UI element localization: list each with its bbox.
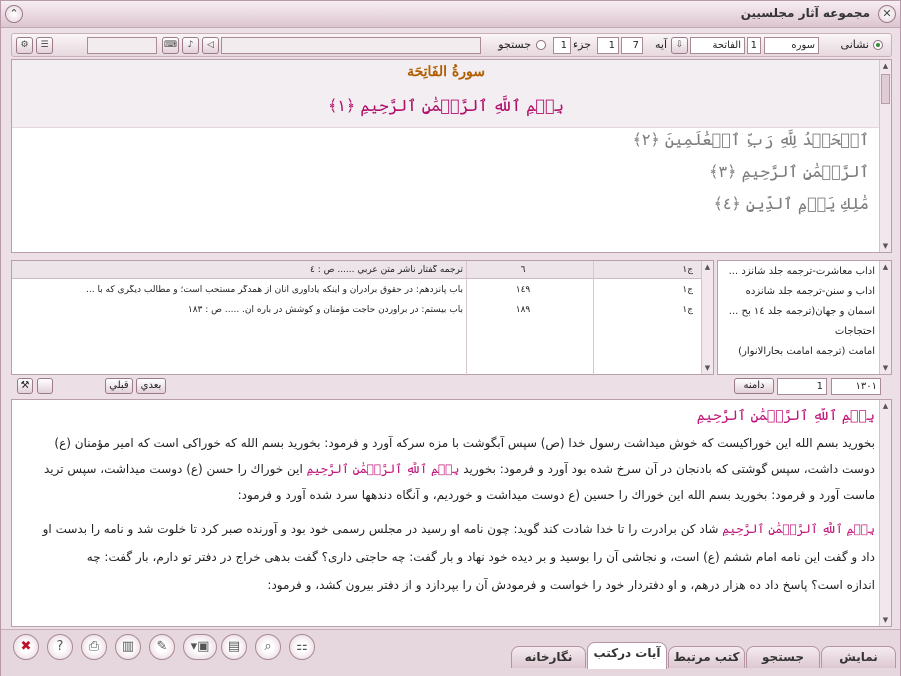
- hadith-text: اين خوراك را حسن (ع) دوست ميداشت، سپس ترید: [44, 462, 303, 476]
- range-end-field[interactable]: ١٣٠١: [831, 378, 881, 395]
- ayah-label: آيه: [654, 38, 667, 51]
- hadith-text-pane: [11, 399, 892, 627]
- ayah-total: 7: [621, 37, 643, 54]
- book-item[interactable]: آسمان و جهان(ترجمه جلد ١٤ بح ...: [728, 306, 875, 317]
- book-item[interactable]: احتجاجات: [834, 326, 875, 337]
- audio-icon[interactable]: ♪: [182, 37, 199, 54]
- books-icon[interactable]: ▥: [115, 634, 141, 660]
- search-input[interactable]: [221, 37, 481, 54]
- tab-gallery[interactable]: نگارخانه: [511, 646, 586, 668]
- surah-name-field[interactable]: الفاتحة: [690, 37, 745, 54]
- help-icon[interactable]: ?: [47, 634, 73, 660]
- inline-bismillah: بِسۡمِ ٱللَّهِ ٱلرَّحۡمَٰنِ ٱلرَّحِيمِ: [722, 522, 875, 536]
- search-icon[interactable]: ⌕: [255, 634, 281, 660]
- scroll-down-icon[interactable]: ▼: [882, 364, 889, 372]
- search-go-icon[interactable]: ◁: [202, 37, 219, 54]
- list-icon[interactable]: ☰: [36, 37, 53, 54]
- surah-header: [12, 60, 880, 128]
- scroll-up-icon[interactable]: ▲: [704, 263, 711, 271]
- exit-icon[interactable]: ✖: [13, 634, 39, 660]
- wrench-icon[interactable]: ⚒: [17, 378, 33, 394]
- scroll-down-icon[interactable]: ▼: [882, 616, 889, 624]
- blank-button[interactable]: [37, 378, 53, 394]
- address-toolbar: [11, 33, 892, 57]
- display-label: نشانی: [840, 38, 869, 51]
- books-scrollbar[interactable]: [879, 261, 891, 374]
- quran-scrollbar[interactable]: [879, 60, 891, 252]
- title-bar: [1, 1, 900, 28]
- tab-verses-in-books[interactable]: آيات دركتب: [587, 642, 667, 669]
- hadith-line: [15, 522, 875, 536]
- scroll-up-icon[interactable]: ▲: [882, 62, 889, 70]
- row-page[interactable]: ٦: [520, 265, 526, 275]
- row-volume[interactable]: ج١: [682, 305, 693, 315]
- scroll-down-icon[interactable]: ▼: [704, 364, 711, 372]
- search-label: جستجو: [498, 38, 531, 51]
- row-page[interactable]: ١٨٩: [515, 305, 531, 315]
- row-title[interactable]: ترجمه گفتار ناشر متن عربي ...... ص : ٤: [310, 265, 463, 275]
- verse-4[interactable]: مَٰلِكِ يَوۡمِ ٱلدِّينِ ﴿٤﴾: [713, 194, 869, 213]
- collapse-icon[interactable]: ⌃: [5, 5, 23, 23]
- next-button[interactable]: بعدي: [136, 378, 166, 394]
- juz-label: جزء: [572, 38, 591, 51]
- column-divider: [593, 261, 594, 376]
- books-list: [717, 260, 892, 375]
- hadith-scrollbar[interactable]: [879, 400, 891, 626]
- bismillah-verse: بِسۡمِ ٱللَّهِ ٱلرَّحۡمَٰنِ ٱلرَّحِيمِ ﴿١﴾: [327, 96, 565, 115]
- inline-bismillah: بِسۡمِ ٱللَّهِ ٱلرَّحۡمَٰنِ ٱلرَّحِيمِ: [306, 462, 460, 476]
- book-item[interactable]: امامت (ترجمه امامت بحارالانوار): [738, 346, 875, 357]
- edit-icon[interactable]: ✎: [149, 634, 175, 660]
- hadith-line: ماست آورد و فرمود: بخوريد بسم الله اين خوراك را حسين (ع دوست ميداشت و خورديم، و آنگاه دندهها سرد شده آورد و فرمود:: [237, 488, 875, 502]
- range-label: دامنه: [734, 378, 774, 394]
- surah-number-field[interactable]: 1: [747, 37, 761, 54]
- range-start-field[interactable]: 1: [777, 378, 827, 395]
- row-title[interactable]: باب بيستم: در برآوردن حاجت مؤمنان و كوشش در باره آن. ..... ص : ١٨٣: [187, 305, 463, 315]
- juz-field[interactable]: 1: [553, 37, 571, 54]
- results-scrollbar[interactable]: [701, 261, 713, 374]
- book-item[interactable]: آداب معاشرت-ترجمه جلد شانزد ...: [728, 266, 875, 277]
- book-item[interactable]: آداب و سنن-ترجمه جلد شانزده: [745, 286, 875, 297]
- search-mode-field[interactable]: [87, 37, 157, 54]
- tab-display[interactable]: نمايش: [821, 646, 896, 668]
- scroll-up-icon[interactable]: ▲: [882, 263, 889, 271]
- hadith-line: اندازه است؟ پاسخ داد ده هزار درهم، و او دفتردار خود را خواست و فرمودش آن را بپردازد و از دفتر بيرون كشد، و فرمود:: [267, 578, 875, 592]
- copy-icon[interactable]: ▤: [221, 634, 247, 660]
- hadith-line: داد و گفت اين نامه امام ششم (ع) است، و نجاشى آن را بوسيد و بر ديده خود نهاد و بار گفت: چه حاجتى دارى؟ گفت بدهى خراج در دفتر تو دارم، بار گفت: چه: [86, 550, 875, 564]
- library-icon[interactable]: ⚏: [289, 634, 315, 660]
- tab-related-books[interactable]: كتب مرتبط: [668, 646, 745, 668]
- surah-title: سورةُ الفَاتِحَة: [407, 64, 485, 80]
- export-icon[interactable]: ▾▣: [183, 634, 217, 660]
- surah-label-box: سوره: [764, 37, 819, 54]
- row-page[interactable]: ١٤٩: [515, 285, 531, 295]
- scroll-down-icon[interactable]: ▼: [882, 242, 889, 250]
- prev-button[interactable]: قبلي: [105, 378, 133, 394]
- column-divider: [466, 261, 467, 376]
- hadith-line: [15, 462, 875, 476]
- hadith-text: شاد كن برادرت را تا خدا شادت كند گويد: چون نامه او رسيد در مجلس رسمى خود بود و آورنده صبر كرد تا خلوت شد و نامه را بدست او: [42, 522, 719, 536]
- verse-2[interactable]: ٱلۡحَمۡدُ لِلَّهِ رَبِّ ٱلۡعَٰلَمِينَ ﴿٢﴾: [632, 130, 869, 149]
- scroll-thumb[interactable]: [881, 74, 890, 104]
- scroll-up-icon[interactable]: ▲: [882, 402, 889, 410]
- close-icon[interactable]: ✕: [878, 5, 896, 23]
- tab-search[interactable]: جستجو: [746, 646, 820, 668]
- row-volume[interactable]: ج١: [682, 285, 693, 295]
- row-volume[interactable]: ج١: [682, 265, 693, 275]
- verse-3[interactable]: ٱلرَّحۡمَٰنِ ٱلرَّحِيمِ ﴿٣﴾: [709, 162, 869, 181]
- settings-icon[interactable]: ⚙: [16, 37, 33, 54]
- print-icon[interactable]: ⎙: [81, 634, 107, 660]
- row-title[interactable]: باب پانزدهم: در حقوق برادران و اينكه يادآورى آنان از همدگر مستحب است؛ و مطالب ديگرى كه با ...: [86, 285, 463, 295]
- display-radio[interactable]: [873, 40, 883, 50]
- surah-select-icon[interactable]: ⇩: [671, 37, 688, 54]
- window-title: مجموعه آثار مجلسيين: [740, 6, 870, 20]
- search-radio[interactable]: [536, 40, 546, 50]
- hadith-line: بخوريد بسم الله اين خوراكيست كه خوش ميداشت رسول خدا (ص) سپس آبگوشت با مزه سركه آورد و فرمود: بخوريد بسم الله كه خوراكى است كه امير مؤمنان (ع): [54, 436, 875, 450]
- ayah-field[interactable]: 1: [597, 37, 619, 54]
- results-table: [11, 260, 714, 375]
- quran-pane: [11, 59, 892, 253]
- hadith-bismillah: بِسۡمِ ٱللَّهِ ٱلرَّحۡمَٰنِ ٱلرَّحِيمِ: [696, 408, 875, 424]
- keyboard-icon[interactable]: ⌨: [162, 37, 179, 54]
- hadith-text: دوست داشت، سپس گوشتى كه بادنجان در آن سرخ شده بود آورد و فرمود: بخوريد: [463, 462, 875, 476]
